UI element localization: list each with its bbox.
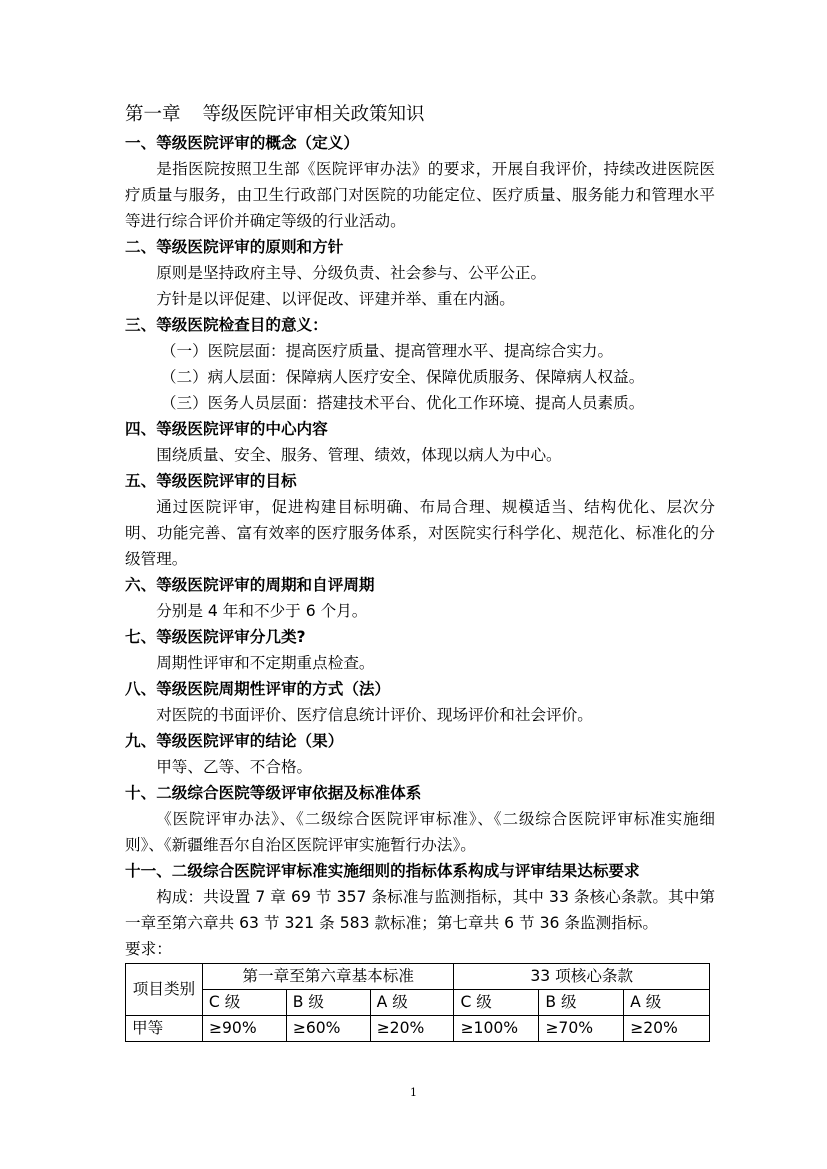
table-cell: ≥60% [286, 1016, 370, 1042]
table-level-cell: C 级 [454, 990, 539, 1016]
section-text-8: 对医院的书面评价、医疗信息统计评价、现场评价和社会评价。 [156, 706, 593, 724]
table-level-cell: B 级 [286, 990, 370, 1016]
table-header-row [126, 964, 710, 990]
table-level-cell: C 级 [202, 990, 286, 1016]
table-cell: ≥20% [624, 1016, 710, 1042]
table-cell: ≥100% [454, 1016, 539, 1042]
section-text-11: 构成：共设置 7 章 69 节 357 条标准与监测指标，其中 33 条核心条款。其中第一章至第六章共 63 节 321 条 583 款标准；第七章共 6 节 36 条监测指标。 [125, 888, 715, 932]
section-text-9: 甲等、乙等、不合格。 [156, 758, 313, 776]
section-text-7: 周期性评审和不定期重点检查。 [156, 654, 375, 672]
chapter-label: 第一章 [125, 104, 181, 125]
table-cell: ≥90% [202, 1016, 286, 1042]
document-page [125, 100, 715, 1042]
table-header-group-core: 33 项核心条款 [454, 964, 710, 990]
section-text-6: 分别是 4 年和不少于 6 个月。 [156, 602, 368, 620]
section-heading-7: 七、等级医院评审分几类? [125, 628, 306, 646]
section-text-2b: 方针是以评促建、以评促改、评建并举、重在内涵。 [156, 290, 515, 308]
section-heading-11: 十一、二级综合医院评审标准实施细则的指标体系构成与评审结果达标要求 [125, 862, 640, 880]
section-heading-2: 二、等级医院评审的原则和方针 [125, 238, 344, 256]
section-text-3b: （二）病人层面：保障病人医疗安全、保障优质服务、保障病人权益。 [160, 368, 645, 386]
section-text-1: 是指医院按照卫生部《医院评审办法》的要求，开展自我评价，持续改进医院医疗质量与服务，由卫生行政部门对医院的功能定位、医疗质量、服务能力和管理水平等进行综合评价并确定等级的行业活动。 [125, 160, 715, 230]
chapter-name: 等级医院评审相关政策知识 [202, 104, 425, 125]
section-text-2a: 原则是坚持政府主导、分级负责、社会参与、公平公正。 [156, 264, 547, 282]
page-number: 1 [410, 1086, 417, 1099]
section-heading-10: 十、二级综合医院等级评审依据及标准体系 [125, 784, 422, 802]
section-text-3a: （一）医院层面：提高医疗质量、提高管理水平、提高综合实力。 [160, 342, 614, 360]
section-heading-6: 六、等级医院评审的周期和自评周期 [125, 576, 375, 594]
chapter-title [125, 100, 715, 130]
section-text-4: 围绕质量、安全、服务、管理、绩效，体现以病人为中心。 [156, 446, 562, 464]
section-heading-9: 九、等级医院评审的结论（果） [125, 732, 344, 750]
section-heading-4: 四、等级医院评审的中心内容 [125, 420, 328, 438]
section-heading-1: 一、等级医院评审的概念（定义） [125, 134, 359, 152]
table-row-label: 甲等 [126, 1016, 203, 1042]
section-heading-3: 三、等级医院检查目的意义： [125, 316, 328, 334]
section-text-10: 《医院评审办法》、《二级综合医院评审标准》、《二级综合医院评审标准实施细则》、《新疆维吾尔自治区医院评审实施暂行办法》。 [125, 810, 715, 854]
requirements-table [125, 963, 710, 1042]
table-row [126, 1016, 710, 1042]
requirement-label: 要求： [125, 940, 172, 958]
table-header-group-basic: 第一章至第六章基本标准 [202, 964, 454, 990]
table-level-cell: A 级 [370, 990, 454, 1016]
table-header-item: 项目类别 [126, 964, 203, 1016]
table-level-cell: B 级 [539, 990, 624, 1016]
table-level-cell: A 级 [624, 990, 710, 1016]
section-text-5: 通过医院评审，促进构建目标明确、布局合理、规模适当、结构优化、层次分明、功能完善、富有效率的医疗服务体系，对医院实行科学化、规范化、标准化的分级管理。 [125, 498, 715, 568]
section-heading-5: 五、等级医院评审的目标 [125, 472, 297, 490]
table-cell: ≥20% [370, 1016, 454, 1042]
section-heading-8: 八、等级医院周期性评审的方式（法） [125, 680, 391, 698]
table-level-row [126, 990, 710, 1016]
table-cell: ≥70% [539, 1016, 624, 1042]
section-text-3c: （三）医务人员层面：搭建技术平台、优化工作环境、提高人员素质。 [160, 394, 645, 412]
